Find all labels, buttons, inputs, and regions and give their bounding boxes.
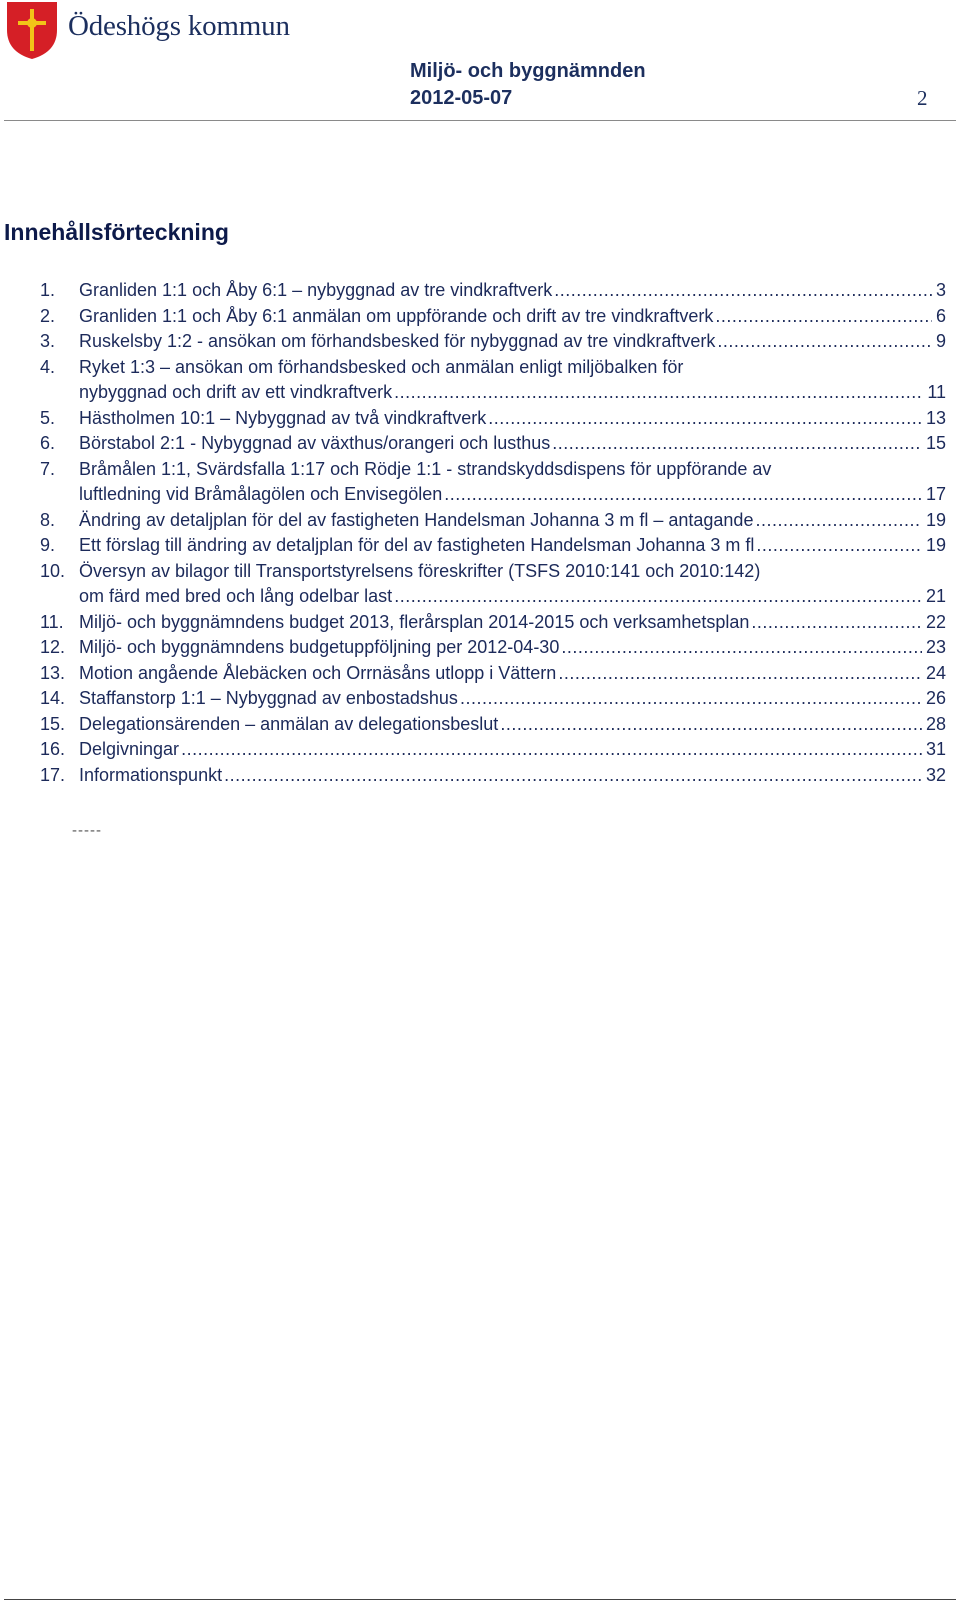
toc-entry-title: nybyggnad och drift av ett vindkraftverk xyxy=(79,382,393,402)
toc-entry-body xyxy=(79,686,946,712)
logo-wordmark: Ödeshögs kommun xyxy=(68,10,290,42)
toc-entry-page: 17 xyxy=(925,484,946,504)
toc-entry-page: 19 xyxy=(925,509,946,530)
toc-entry-title: Börstabol 2:1 - Nybyggnad av växthus/orangeri och lusthus xyxy=(79,433,551,453)
toc-entry-number: 15. xyxy=(40,713,66,734)
toc-entry-line xyxy=(79,559,946,585)
toc-entry[interactable] xyxy=(40,329,946,355)
toc-entry-body xyxy=(79,763,946,789)
toc-entry-line xyxy=(79,457,946,483)
toc-entry[interactable] xyxy=(40,457,946,508)
municipality-logo xyxy=(4,0,314,62)
coat-of-arms-icon xyxy=(4,0,60,60)
toc-entry-title: Motion angående Ålebäcken och Orrnäsåns utlopp i Vättern xyxy=(79,662,557,683)
toc-dot-leader xyxy=(392,380,923,406)
toc-entry-body xyxy=(79,329,946,355)
toc-entry[interactable] xyxy=(40,737,946,763)
toc-entry[interactable] xyxy=(40,406,946,432)
toc-entry-page: 21 xyxy=(925,586,946,606)
toc-entry-line xyxy=(79,763,946,789)
toc-entry-title: Granliden 1:1 och Åby 6:1 anmälan om uppförande och drift av tre vindkraftverk xyxy=(79,305,714,326)
toc-entry-number: 2. xyxy=(40,305,56,326)
toc-dot-leader xyxy=(715,329,932,355)
toc-dot-leader xyxy=(550,431,922,457)
toc-entry-line xyxy=(79,278,946,304)
toc-entry-page: 11 xyxy=(927,382,946,402)
toc-entry[interactable] xyxy=(40,304,946,330)
toc-entry-number: 5. xyxy=(40,407,56,428)
toc-dot-leader xyxy=(486,406,922,432)
toc-entry-line xyxy=(79,533,946,559)
toc-entry-page: 9 xyxy=(935,331,946,351)
toc-dot-leader xyxy=(498,712,922,738)
toc-dot-leader xyxy=(753,508,922,534)
toc-entry-page: 19 xyxy=(925,535,946,555)
toc-entry[interactable] xyxy=(40,610,946,636)
toc-entry-title: Staffanstorp 1:1 – Nybyggnad av enbostadshus xyxy=(79,688,458,708)
toc-entry-line xyxy=(79,329,946,355)
toc-entry[interactable] xyxy=(40,278,946,304)
toc-entry-number: 10. xyxy=(40,560,66,581)
toc-dot-leader xyxy=(442,482,922,508)
toc-entry-title: Hästholmen 10:1 – Nybyggnad av två vindkraftverk xyxy=(79,407,487,428)
toc-entry-line xyxy=(79,584,946,610)
toc-entry[interactable] xyxy=(40,431,946,457)
toc-entry[interactable] xyxy=(40,508,946,534)
toc-entry-number: 9. xyxy=(40,535,56,555)
toc-entry-page: 23 xyxy=(925,637,946,657)
toc-entry-line xyxy=(79,355,946,381)
toc-entry[interactable] xyxy=(40,533,946,559)
toc-entry-page: 13 xyxy=(925,407,946,428)
toc-entry-body xyxy=(79,559,946,610)
toc-entry-page: 6 xyxy=(935,305,946,326)
toc-entry-number: 16. xyxy=(40,739,66,759)
toc-dot-leader xyxy=(713,304,932,330)
toc-entry-title: luftledning vid Bråmålagölen och Envisegölen xyxy=(79,484,443,504)
toc-dot-leader xyxy=(559,635,922,661)
toc-entry-number: 11. xyxy=(40,611,64,632)
page-number: 2 xyxy=(917,86,928,110)
end-mark: ----- xyxy=(72,822,102,839)
toc-entry-body xyxy=(79,278,946,304)
toc-entry-title: Ruskelsby 1:2 - ansökan om förhandsbesked för nybyggnad av tre vindkraftverk xyxy=(79,331,716,351)
toc-entry-title: Miljö- och byggnämndens budgetuppföljning per 2012-04-30 xyxy=(79,637,560,657)
toc-entry-title: om färd med bred och lång odelbar last xyxy=(79,586,393,606)
toc-entry-number: 3. xyxy=(40,331,56,351)
toc-entry-line xyxy=(79,380,946,406)
toc-entry-number: 17. xyxy=(40,764,66,785)
toc-entry-number: 1. xyxy=(40,280,56,300)
toc-entry-line xyxy=(79,686,946,712)
toc-dot-leader xyxy=(222,763,922,789)
toc-entry-number: 8. xyxy=(40,509,56,530)
toc-entry-line xyxy=(79,431,946,457)
toc-entry-line xyxy=(79,406,946,432)
footer-divider xyxy=(4,1599,956,1600)
toc-entry-number: 7. xyxy=(40,458,56,479)
toc-entry-line xyxy=(79,304,946,330)
toc-dot-leader xyxy=(179,737,922,763)
table-of-contents xyxy=(40,278,946,788)
toc-entry[interactable] xyxy=(40,355,946,406)
toc-entry-title: Delgivningar xyxy=(79,739,180,759)
toc-entry-page: 32 xyxy=(925,764,946,785)
toc-entry-body xyxy=(79,406,946,432)
toc-entry-page: 24 xyxy=(925,662,946,683)
toc-entry-body xyxy=(79,508,946,534)
toc-entry-number: 6. xyxy=(40,433,56,453)
toc-entry-number: 12. xyxy=(40,637,66,657)
toc-entry-line xyxy=(79,737,946,763)
toc-entry-title: Granliden 1:1 och Åby 6:1 – nybyggnad av tre vindkraftverk xyxy=(79,280,553,300)
toc-entry-body xyxy=(79,712,946,738)
toc-entry[interactable] xyxy=(40,559,946,610)
toc-entry-body xyxy=(79,431,946,457)
toc-entry[interactable] xyxy=(40,763,946,789)
toc-entry-body xyxy=(79,635,946,661)
toc-dot-leader xyxy=(458,686,922,712)
toc-entry-body xyxy=(79,355,946,406)
toc-dot-leader xyxy=(556,661,922,687)
toc-entry-page: 31 xyxy=(925,739,946,759)
header-date: 2012-05-07 xyxy=(410,87,513,109)
toc-entry-title: Delegationsärenden – anmälan av delegationsbeslut xyxy=(79,713,499,734)
header-committee: Miljö- och byggnämnden xyxy=(410,60,646,82)
toc-entry-page: 22 xyxy=(925,611,946,632)
toc-entry-title: Ryket 1:3 – ansökan om förhandsbesked och anmälan enligt miljöbalken för xyxy=(79,356,684,377)
toc-entry-title: Miljö- och byggnämndens budget 2013, flerårsplan 2014-2015 och verksamhetsplan xyxy=(79,611,750,632)
toc-entry-line xyxy=(79,712,946,738)
header-divider xyxy=(4,120,956,121)
toc-entry-page: 15 xyxy=(925,433,946,453)
toc-entry-body xyxy=(79,304,946,330)
toc-entry-body xyxy=(79,661,946,687)
toc-entry-body xyxy=(79,610,946,636)
toc-entry-body xyxy=(79,457,946,508)
toc-entry-body xyxy=(79,533,946,559)
toc-entry-number: 14. xyxy=(40,688,66,708)
toc-entry-line xyxy=(79,508,946,534)
toc-entry-line xyxy=(79,610,946,636)
toc-dot-leader xyxy=(754,533,922,559)
toc-entry-number: 13. xyxy=(40,662,66,683)
toc-dot-leader xyxy=(749,610,922,636)
toc-entry-title: Ett förslag till ändring av detaljplan för del av fastigheten Handelsman Johanna 3 m fl xyxy=(79,535,755,555)
toc-entry-page: 28 xyxy=(925,713,946,734)
toc-entry-body xyxy=(79,737,946,763)
toc-entry-line xyxy=(79,661,946,687)
toc-entry[interactable] xyxy=(40,635,946,661)
toc-dot-leader xyxy=(392,584,922,610)
toc-entry-page: 3 xyxy=(935,280,946,300)
toc-entry[interactable] xyxy=(40,661,946,687)
toc-entry-title: Ändring av detaljplan för del av fastigheten Handelsman Johanna 3 m fl – antagande xyxy=(79,509,754,530)
toc-entry-title: Bråmålen 1:1, Svärdsfalla 1:17 och Rödje 1:1 - strandskyddsdispens för uppförande av xyxy=(79,458,772,479)
toc-entry-number: 4. xyxy=(40,356,56,377)
toc-entry-line xyxy=(79,482,946,508)
toc-title: Innehållsförteckning xyxy=(4,219,229,245)
toc-entry-title: Informationspunkt xyxy=(79,764,223,785)
toc-dot-leader xyxy=(552,278,932,304)
toc-entry-title: Översyn av bilagor till Transportstyrelsens föreskrifter (TSFS 2010:141 och 2010:142) xyxy=(79,560,761,581)
toc-entry-line xyxy=(79,635,946,661)
toc-entry[interactable] xyxy=(40,686,946,712)
toc-entry-page: 26 xyxy=(925,688,946,708)
toc-entry[interactable] xyxy=(40,712,946,738)
